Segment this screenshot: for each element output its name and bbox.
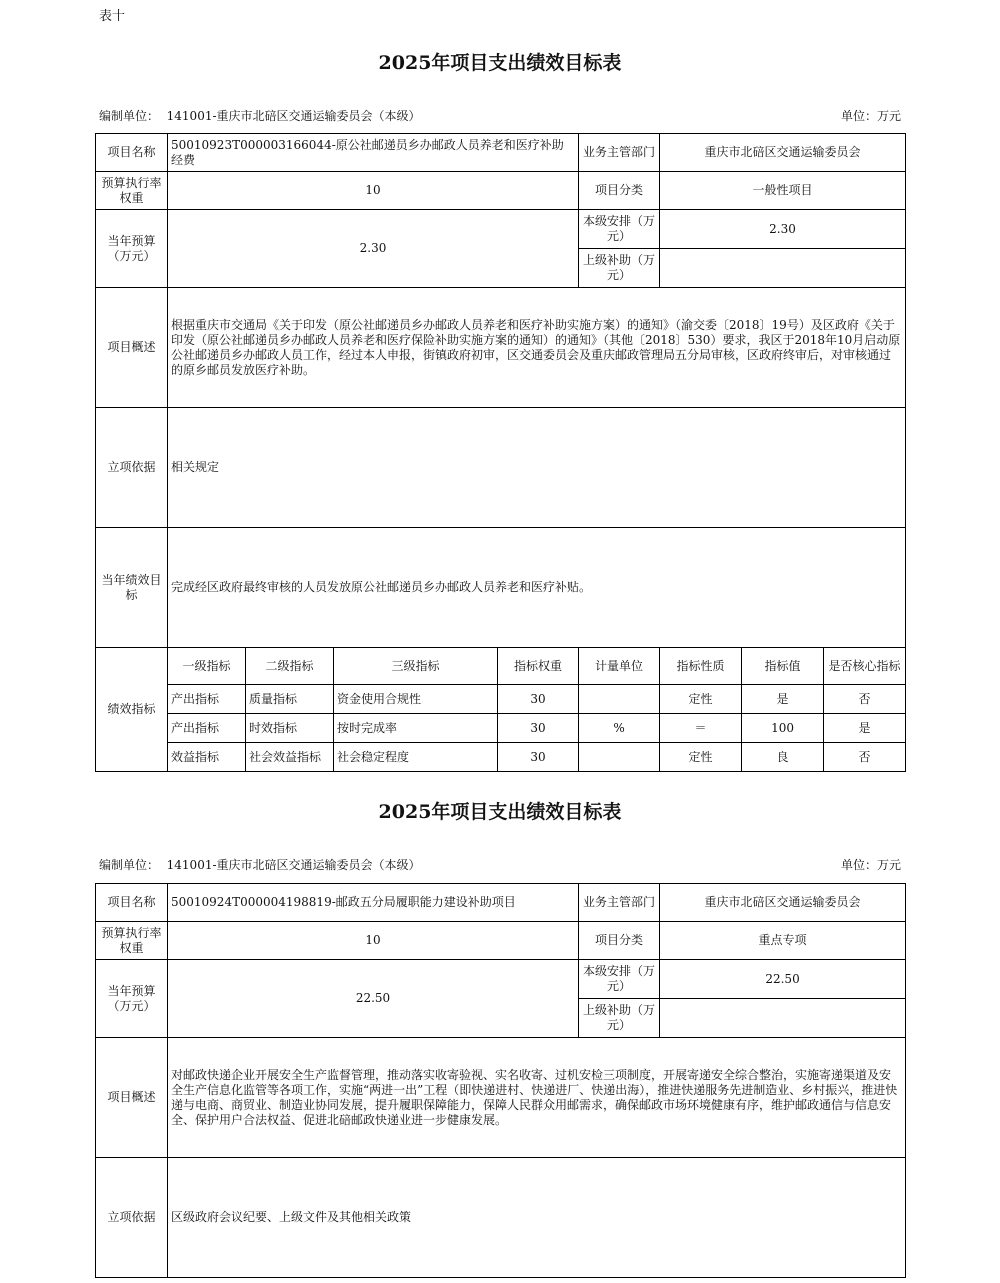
form1-overview: 根据重庆市交通局《关于印发（原公社邮递员乡办邮政人员养老和医疗补助实施方案）的通知》（渝交委〔2018〕19号）及区政府《关于印发（原公社邮递员乡办邮政人员养老和医疗保险补助实施方案的通知）的通知》（其他〔2018〕530）要求，我区于2018年10月启动原公社邮递员乡办邮政人员工作，经过本人申报，街镇政府初审，区交通委员会及重庆邮政管理局五分局审核，区政府终审后，对审核通过的原乡邮员发放医疗补助。 xyxy=(168,288,906,408)
form2-overview-label: 项目概述 xyxy=(96,1038,168,1158)
form1-goal: 完成经区政府最终审核的人员发放原公社邮递员乡办邮政人员养老和医疗补贴。 xyxy=(168,528,906,648)
form2-dept: 重庆市北碚区交通运输委员会 xyxy=(660,884,906,922)
form2-own: 22.50 xyxy=(660,960,906,999)
form1-project-name: 50010923T000003166044-原公社邮递员乡办邮政人员养老和医疗补助经费 xyxy=(168,134,579,172)
form2-table xyxy=(95,883,906,1278)
form2-project-name-label: 项目名称 xyxy=(96,884,168,922)
table-cell: 按时完成率 xyxy=(334,714,498,743)
form2-unit-value: 141001-重庆市北碚区交通运输委员会（本级） xyxy=(166,858,421,872)
form1-dept-label: 业务主管部门 xyxy=(579,134,660,172)
form1-basis: 相关规定 xyxy=(168,408,906,528)
table-cell: 30 xyxy=(498,743,579,772)
table-cell: 定性 xyxy=(660,685,742,714)
table-cell: 质量指标 xyxy=(246,685,334,714)
form1-project-name-label: 项目名称 xyxy=(96,134,168,172)
table-cell: 产出指标 xyxy=(168,685,246,714)
form2-basis-label: 立项依据 xyxy=(96,1158,168,1278)
form2-dept-label: 业务主管部门 xyxy=(579,884,660,922)
form2-unit-label: 编制单位： xyxy=(99,858,160,872)
table-header-cell: 三级指标 xyxy=(334,648,498,685)
form2-own-label: 本级安排（万元） xyxy=(579,960,660,999)
table-row xyxy=(96,743,906,772)
form2-basis: 区级政府会议纪要、上级文件及其他相关政策 xyxy=(168,1158,906,1278)
form1-dept: 重庆市北碚区交通运输委员会 xyxy=(660,134,906,172)
form1-overview-label: 项目概述 xyxy=(96,288,168,408)
table-cell: 时效指标 xyxy=(246,714,334,743)
table-cell: 是 xyxy=(742,685,824,714)
form1-currency: 单位：万元 xyxy=(840,109,901,123)
form2-category: 重点专项 xyxy=(660,922,906,960)
form1-weight-label: 预算执行率权重 xyxy=(96,172,168,210)
form1-unit-value: 141001-重庆市北碚区交通运输委员会（本级） xyxy=(166,109,421,123)
form1-category-label: 项目分类 xyxy=(579,172,660,210)
table-cell: 资金使用合规性 xyxy=(334,685,498,714)
table-header-cell: 是否核心指标 xyxy=(824,648,906,685)
form2-project-name: 50010924T000004198819-邮政五分局履职能力建设补助项目 xyxy=(168,884,579,922)
table-cell: 否 xyxy=(824,685,906,714)
form2-unit xyxy=(99,856,421,873)
table-header-cell: 一级指标 xyxy=(168,648,246,685)
table-cell: 社会效益指标 xyxy=(246,743,334,772)
table-cell: 效益指标 xyxy=(168,743,246,772)
form1-basis-label: 立项依据 xyxy=(96,408,168,528)
form2-budget: 22.50 xyxy=(168,960,579,1038)
table-cell: 是 xyxy=(824,714,906,743)
table-number-label: 表十 xyxy=(99,9,126,24)
form1-goal-label: 当年绩效目标 xyxy=(96,528,168,648)
table-cell xyxy=(579,743,660,772)
table-header-cell: 指标值 xyxy=(742,648,824,685)
form1-table xyxy=(95,133,906,772)
table-cell: 30 xyxy=(498,685,579,714)
table-cell: 否 xyxy=(824,743,906,772)
form1-weight: 10 xyxy=(168,172,579,210)
table-header-cell: 二级指标 xyxy=(246,648,334,685)
form1-indicators-label: 绩效指标 xyxy=(96,648,168,772)
form2-category-label: 项目分类 xyxy=(579,922,660,960)
form2-title: 2025年项目支出绩效目标表 xyxy=(378,801,622,823)
form2-weight-label: 预算执行率权重 xyxy=(96,922,168,960)
table-cell: 产出指标 xyxy=(168,714,246,743)
table-cell: 社会稳定程度 xyxy=(334,743,498,772)
form1-unit-label: 编制单位： xyxy=(99,109,160,123)
form2-budget-label: 当年预算（万元） xyxy=(96,960,168,1038)
table-row xyxy=(96,714,906,743)
form1-title: 2025年项目支出绩效目标表 xyxy=(378,52,622,74)
form1-upper-label: 上级补助（万元） xyxy=(579,249,660,288)
table-cell xyxy=(579,685,660,714)
table-row xyxy=(96,685,906,714)
table-cell: 定性 xyxy=(660,743,742,772)
table-cell: 良 xyxy=(742,743,824,772)
form2-upper xyxy=(660,999,906,1038)
form2-overview: 对邮政快递企业开展安全生产监督管理，推动落实收寄验视、实名收寄、过机安检三项制度，开展寄递安全综合整治，实施寄递渠道及安全生产信息化监管等各项工作，实施“两进一出”工程（即快递进村、快递进厂、快递出海），推进快递服务先进制造业、乡村振兴，推进快递与电商、商贸业、制造业协同发展，提升履职保障能力，保障人民群众用邮需求，确保邮政市场环境健康有序，维护邮政通信与信息安全、保护用户合法权益、促进北碚邮政快递业进一步健康发展。 xyxy=(168,1038,906,1158)
form2-weight: 10 xyxy=(168,922,579,960)
table-header-cell: 指标性质 xyxy=(660,648,742,685)
form1-budget: 2.30 xyxy=(168,210,579,288)
form1-unit xyxy=(99,107,421,124)
table-cell: 30 xyxy=(498,714,579,743)
form2-currency: 单位：万元 xyxy=(840,858,901,872)
form2-upper-label: 上级补助（万元） xyxy=(579,999,660,1038)
form1-category: 一般性项目 xyxy=(660,172,906,210)
table-cell: % xyxy=(579,714,660,743)
table-cell: ＝ xyxy=(660,714,742,743)
form1-budget-label: 当年预算（万元） xyxy=(96,210,168,288)
form1-own-label: 本级安排（万元） xyxy=(579,210,660,249)
table-header-cell: 指标权重 xyxy=(498,648,579,685)
form1-own: 2.30 xyxy=(660,210,906,249)
form1-upper xyxy=(660,249,906,288)
table-header-cell: 计量单位 xyxy=(579,648,660,685)
table-cell: 100 xyxy=(742,714,824,743)
